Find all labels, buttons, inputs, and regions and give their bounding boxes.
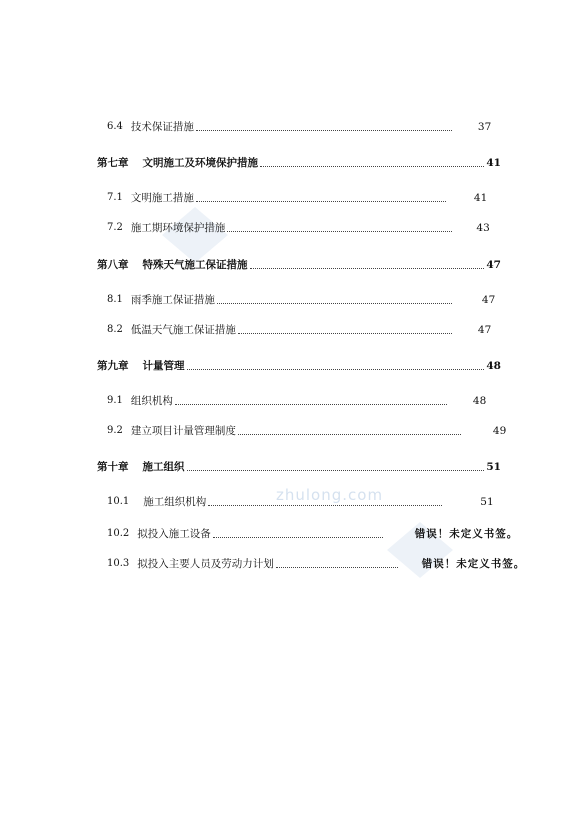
toc-leader-dots bbox=[276, 566, 398, 568]
toc-leader-dots bbox=[175, 403, 447, 405]
toc-entry-number: 7.2 bbox=[107, 222, 123, 233]
toc-entry[interactable] bbox=[107, 496, 501, 508]
toc-entry[interactable] bbox=[107, 294, 501, 306]
toc-entry[interactable] bbox=[107, 121, 501, 133]
toc-entry-title: 计量管理 bbox=[142, 360, 185, 372]
toc-entry-title: 文明施工措施 bbox=[130, 192, 194, 204]
toc-entry[interactable] bbox=[107, 192, 501, 204]
toc-entry-title: 雨季施工保证措施 bbox=[130, 294, 215, 306]
toc-entry[interactable] bbox=[107, 395, 501, 407]
toc-entry-page-error: 错误！未定义书签。 bbox=[421, 558, 526, 570]
toc-entry-number: 第九章 bbox=[97, 360, 129, 372]
toc-leader-dots bbox=[217, 302, 452, 304]
toc-entry-page: 48 bbox=[472, 395, 487, 407]
toc-entry-number: 第十章 bbox=[97, 461, 129, 473]
toc-entry-title: 建立项目计量管理制度 bbox=[130, 425, 236, 437]
toc-leader-dots bbox=[260, 165, 484, 167]
toc-leader-dots bbox=[187, 368, 485, 370]
toc-entry-title: 施工组织 bbox=[142, 461, 185, 473]
toc-entry-title: 拟投入施工设备 bbox=[137, 528, 211, 540]
watermark-logo-icon bbox=[160, 205, 230, 265]
toc-entry-page: 43 bbox=[476, 222, 490, 234]
toc-entry-title: 施工组织机构 bbox=[143, 496, 207, 508]
toc-leader-dots bbox=[238, 332, 452, 334]
toc-entry-title: 技术保证措施 bbox=[130, 121, 194, 133]
toc-leader-dots bbox=[250, 267, 485, 269]
toc-entry[interactable] bbox=[107, 222, 501, 234]
toc-entry-number: 8.1 bbox=[107, 294, 123, 305]
toc-entry-number: 第八章 bbox=[97, 259, 129, 271]
toc-leader-dots bbox=[208, 504, 442, 506]
toc-chapter-entry[interactable] bbox=[97, 461, 501, 473]
toc-entry-title: 组织机构 bbox=[130, 395, 173, 407]
toc-chapter-entry[interactable] bbox=[97, 259, 501, 271]
toc-entry[interactable] bbox=[107, 558, 526, 570]
toc-entry-page: 47 bbox=[486, 259, 501, 271]
toc-leader-dots bbox=[196, 129, 452, 131]
toc-entry-title: 特殊天气施工保证措施 bbox=[142, 259, 248, 271]
toc-entry-page: 47 bbox=[477, 324, 492, 336]
toc-entry-number: 7.1 bbox=[107, 192, 123, 203]
toc-entry-title: 文明施工及环境保护措施 bbox=[142, 157, 258, 169]
toc-chapter-entry[interactable] bbox=[97, 157, 501, 169]
toc-leader-dots bbox=[213, 536, 383, 538]
toc-entry-page: 51 bbox=[480, 496, 494, 508]
toc-leader-dots bbox=[227, 230, 452, 232]
toc-entry-number: 6.4 bbox=[107, 121, 123, 132]
toc-entry-number: 10.2 bbox=[107, 528, 130, 539]
toc-entry[interactable] bbox=[107, 324, 501, 336]
toc-entry-page: 37 bbox=[477, 121, 492, 133]
toc-entry[interactable] bbox=[107, 528, 519, 540]
toc-entry-page: 48 bbox=[486, 360, 501, 372]
toc-entry-title: 施工期环境保护措施 bbox=[130, 222, 226, 234]
toc-entry-number: 10.1 bbox=[107, 496, 130, 507]
toc-entry-page: 47 bbox=[481, 294, 496, 306]
toc-entry-title: 低温天气施工保证措施 bbox=[130, 324, 236, 336]
toc-entry-page-error: 错误！未定义书签。 bbox=[414, 528, 519, 540]
toc-entry-page: 41 bbox=[486, 157, 501, 169]
toc-entry-number: 10.3 bbox=[107, 558, 130, 569]
toc-entry-number: 9.2 bbox=[107, 425, 123, 436]
toc-chapter-entry[interactable] bbox=[97, 360, 501, 372]
toc-entry-number: 8.2 bbox=[107, 324, 123, 335]
toc-entry-number: 9.1 bbox=[107, 395, 123, 406]
toc-entry-page: 41 bbox=[473, 192, 488, 204]
toc-entry-page: 51 bbox=[486, 461, 501, 473]
toc-leader-dots bbox=[238, 433, 461, 435]
watermark-text: zhulong.com bbox=[276, 486, 384, 504]
toc-entry-page: 49 bbox=[492, 425, 507, 437]
toc-leader-dots bbox=[196, 200, 446, 202]
toc-leader-dots bbox=[187, 469, 485, 471]
toc-entry-title: 拟投入主要人员及劳动力计划 bbox=[137, 558, 274, 570]
toc-entry-number: 第七章 bbox=[97, 157, 129, 169]
toc-entry[interactable] bbox=[107, 425, 507, 437]
